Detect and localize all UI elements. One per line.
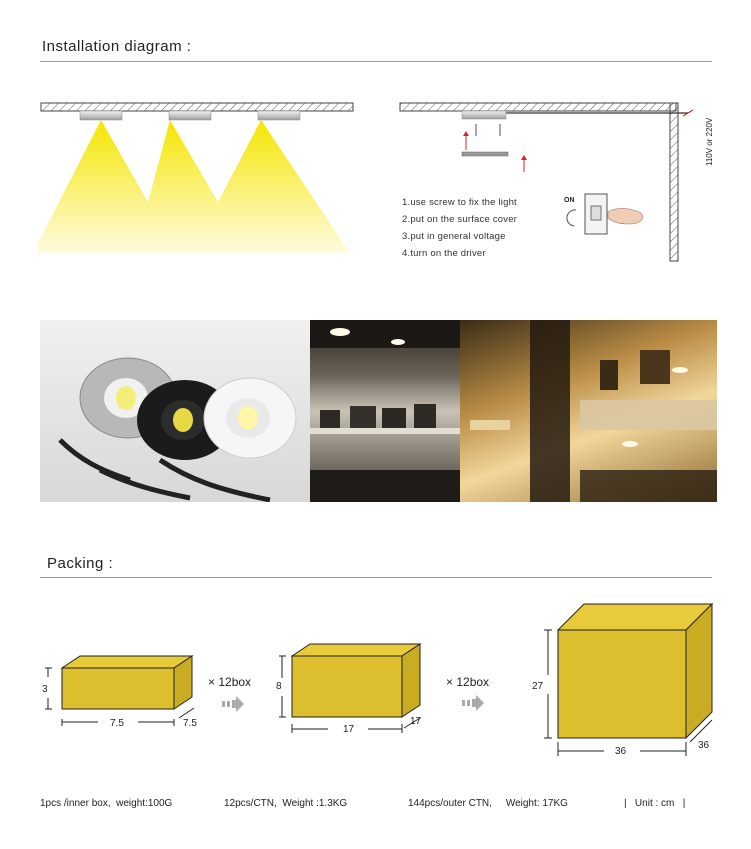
inner-box-info: 1pcs /inner box, weight:100G xyxy=(40,798,173,809)
surface-cover xyxy=(462,152,508,156)
install-step-2: 2.put on the surface cover xyxy=(402,214,518,225)
light-beams xyxy=(38,120,350,253)
packing-divider xyxy=(40,577,712,578)
install-step-3: 3.put in general voltage xyxy=(402,231,506,242)
outer-ctn-info: 144pcs/outer CTN, Weight: 17KG xyxy=(408,798,568,809)
install-step-4: 4.turn on the driver xyxy=(402,248,486,259)
ctn-info: 12pcs/CTN, Weight :1.3KG xyxy=(224,798,348,809)
downlight-3 xyxy=(258,111,300,120)
multiplier-1: × 12box xyxy=(208,675,252,689)
outer-ctn-box xyxy=(558,604,712,738)
inner-box-width: 7.5 xyxy=(110,718,124,729)
ctn-box xyxy=(292,644,420,717)
ceiling-hatch xyxy=(41,103,353,111)
installation-title: Installation diagram : xyxy=(42,38,192,55)
product-photo xyxy=(40,320,310,502)
ctn-box-depth: 17 xyxy=(410,716,422,727)
ctn-box-width: 17 xyxy=(343,724,355,735)
light-unit xyxy=(462,111,506,119)
downlight-2 xyxy=(169,111,211,120)
voltage-label-wrap xyxy=(703,102,717,166)
ceiling-hatch xyxy=(400,103,676,111)
showcase-photo-2-drawing xyxy=(460,320,717,502)
inner-box-depth: 7.5 xyxy=(183,718,197,729)
packing-title: Packing : xyxy=(47,555,114,572)
rotate-arrow xyxy=(567,210,576,226)
install-step-1: 1.use screw to fix the light xyxy=(402,197,517,208)
downlight-1 xyxy=(80,111,122,120)
inner-box-height: 3 xyxy=(42,684,48,695)
unit-info: | Unit : cm | xyxy=(624,798,686,809)
hand-illustration xyxy=(608,208,643,224)
arrow-up-head-2 xyxy=(521,155,527,160)
outer-box-depth: 36 xyxy=(698,740,710,751)
arrow-up-head-1 xyxy=(463,131,469,136)
product-photo-drawing xyxy=(40,320,310,502)
inner-box xyxy=(62,656,192,709)
arrow-icon-1 xyxy=(222,696,244,712)
multiplier-2: × 12box xyxy=(446,675,490,689)
voltage-label: 110V or 220V xyxy=(705,117,714,166)
switch-toggle xyxy=(591,206,601,220)
ctn-box-height: 8 xyxy=(276,681,282,692)
install-steps-diagram xyxy=(398,98,728,268)
showcase-photo-1 xyxy=(310,320,460,502)
on-label: ON xyxy=(564,197,575,204)
packing-boxes-diagram xyxy=(0,590,751,770)
outer-box-height: 27 xyxy=(532,681,544,692)
ceiling-lights-diagram xyxy=(38,98,358,258)
outer-box-width: 36 xyxy=(615,746,627,757)
wall-hatch xyxy=(670,103,678,261)
showcase-photo-2 xyxy=(460,320,717,502)
showcase-photo-1-drawing xyxy=(310,320,460,502)
arrow-icon-2 xyxy=(462,695,484,711)
installation-divider xyxy=(40,61,712,62)
